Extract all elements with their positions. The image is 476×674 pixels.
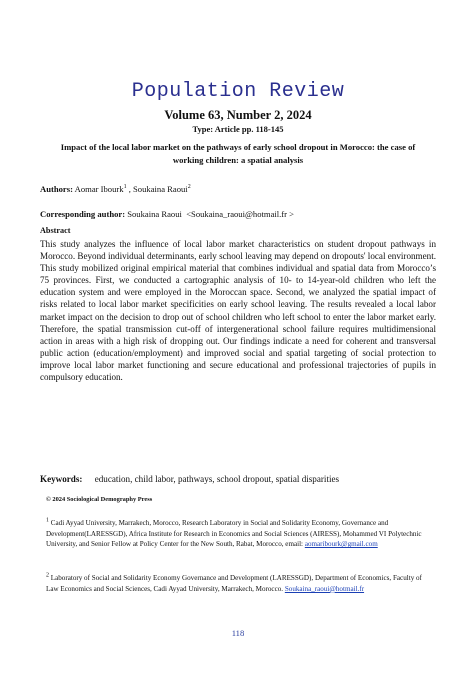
authors-separator: , [126, 184, 134, 194]
article-title: Impact of the local labor market on the pathways of early school dropout in Morocco: the case of working children: a spatial analysis [60, 142, 416, 165]
footnote-1-text: Cadi Ayyad University, Marrakech, Morocco, Research Laboratory in Social and Solidarity Economy, Governance and Development(LARESSGD), Africa Institute for Research in Economics and Social Sciences (AIRESS), Mohammed VI Polytechnic University, and Senior Fellow at Policy Center for the New South, Rabat, Morocco, email: [46, 519, 422, 549]
corresponding-author-label: Corresponding author: [40, 209, 126, 219]
corresponding-author-name: Soukaina Raoui [127, 209, 182, 219]
author-2-name: Soukaina Raoui [133, 184, 188, 194]
authors-line [40, 184, 191, 194]
keywords-text: education, child labor, pathways, school dropout, spatial disparities [94, 474, 340, 484]
corresponding-author-line [40, 209, 294, 219]
footnote-2-text: Laboratory of Social and Solidarity Economy Governance and Development (LARESSGD), Department of Economics, Faculty of Law Economics and Social Sciences, Cadi Ayyad University, Marrakech, Morocco. [46, 574, 422, 593]
copyright-notice: © 2024 Sociological Demography Press [46, 496, 153, 503]
footnote-1-email-link[interactable]: aomaribourk@gmail.com [304, 540, 378, 549]
keywords-line [40, 474, 339, 484]
footnote-1 [46, 518, 428, 550]
article-type: Type: Article pp. 118-145 [192, 124, 284, 134]
keywords-label: Keywords: [40, 474, 83, 484]
author-2-affiliation-marker: 2 [187, 184, 191, 191]
footnote-2 [46, 573, 428, 594]
footnote-1-marker: 1 [46, 517, 49, 524]
journal-title: Population Review [131, 80, 345, 103]
footnote-2-marker: 2 [46, 572, 49, 579]
footnote-2-email-link[interactable]: Soukaina_raoui@hotmail.fr [284, 584, 365, 593]
authors-label: Authors: [40, 184, 73, 194]
journal-volume: Volume 63, Number 2, 2024 [164, 108, 312, 122]
abstract-heading: Abstract [40, 226, 71, 235]
author-1-affiliation-marker: 1 [123, 184, 127, 191]
abstract-text: This study analyzes the influence of local labor market characteristics on student dropout pathways in Morocco. Beyond individual determinants, early school leaving may depend on dropouts' local environment. This study mobilized original empirical material that combines individual and spatial data from Morocco’s 75 provinces. First, we conducted a cartographic analysis of 10- to 14-year-old children who left the education system and were employed in the Moroccan space. Second, we analyzed the spatial impact of risks related to local labor market specificities on early school leaving. The results revealed a local labor market impact on the decision to drop out of school children who left school to enter the labor market early. Therefore, the spatial transmission cut-off of intergenerational school failure requires multidimensional action in areas with a high risk of dropping out. Our findings indicate a need for coherent and transversal public action (education/employment) and improved social and spatial targeting of social protection to improve local labor market functioning and secure educational and professional trajectories of pupils in compulsory education. [40, 239, 436, 383]
author-1-name: Aomar Ibourk [74, 184, 124, 194]
corresponding-author-email: <Soukaina_raoui@hotmail.fr > [186, 209, 295, 219]
page-number: 118 [231, 628, 245, 638]
